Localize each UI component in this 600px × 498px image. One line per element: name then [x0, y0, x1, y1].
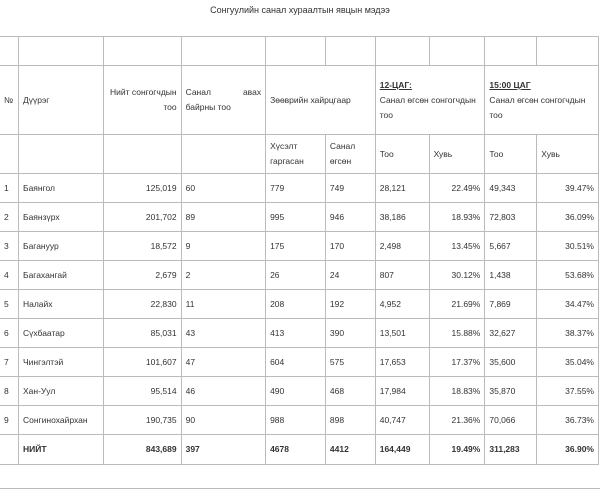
cell-stations: 43	[181, 319, 265, 348]
cell-district: Баянзүрх	[18, 203, 103, 232]
cell-count-12: 38,186	[375, 203, 429, 232]
cell-district: Налайх	[18, 290, 103, 319]
table-row	[0, 203, 599, 232]
cell-percent-12: 21.36%	[429, 406, 485, 435]
cell-no: 7	[0, 348, 18, 377]
cell-total-voters: 190,735	[103, 406, 181, 435]
cell-voted-mobile: 898	[325, 406, 375, 435]
header-district: Дүүрэг	[18, 66, 103, 135]
cell-total-voters: 95,514	[103, 377, 181, 406]
cell-voted-mobile: 4412	[325, 435, 375, 465]
header-percent-15: Хувь	[537, 135, 599, 174]
cell-no: 5	[0, 290, 18, 319]
cell-stations: 89	[181, 203, 265, 232]
header-time12	[375, 66, 485, 135]
cell-total-voters: 125,019	[103, 174, 181, 203]
cell-voted-mobile: 170	[325, 232, 375, 261]
cell-count-12: 17,984	[375, 377, 429, 406]
header-time15-label: 15:00 ЦАГ	[489, 79, 531, 90]
cell-total-voters: 101,607	[103, 348, 181, 377]
cell-stations: 9	[181, 232, 265, 261]
header-stations	[181, 66, 265, 135]
cell-stations: 60	[181, 174, 265, 203]
table-row	[0, 290, 599, 319]
cell-requested: 175	[266, 232, 326, 261]
table-row	[0, 232, 599, 261]
table-row	[0, 406, 599, 435]
cell-total-voters: 2,679	[103, 261, 181, 290]
cell-percent-15: 30.51%	[537, 232, 599, 261]
cell-percent-12: 21.69%	[429, 290, 485, 319]
page-title: Сонгуулийн санал хураалтын явцын мэдээ	[210, 5, 390, 15]
header-row-main	[0, 66, 599, 135]
cell-no: 2	[0, 203, 18, 232]
cell-voted-mobile: 468	[325, 377, 375, 406]
cell-total-voters: 843,689	[103, 435, 181, 465]
total-row	[0, 435, 599, 465]
spacer-row	[0, 37, 599, 66]
header-time12-label: 12-ЦАГ:	[379, 79, 412, 90]
cell-percent-15: 34.47%	[537, 290, 599, 319]
cell-requested: 988	[266, 406, 326, 435]
cell-count-15: 7,869	[485, 290, 537, 319]
cell-count-15: 32,627	[485, 319, 537, 348]
cell-total-voters: 201,702	[103, 203, 181, 232]
cell-percent-12: 18.93%	[429, 203, 485, 232]
header-voted-mobile: Санал өгсөн	[325, 135, 375, 174]
cell-voted-mobile: 946	[325, 203, 375, 232]
header-row-sub	[0, 135, 599, 174]
header-count-12: Тоо	[375, 135, 429, 174]
cell-stations: 2	[181, 261, 265, 290]
cell-stations: 47	[181, 348, 265, 377]
cell-count-15: 1,438	[485, 261, 537, 290]
header-requested: Хүсэлт гаргасан	[266, 135, 326, 174]
cell-count-12: 17,653	[375, 348, 429, 377]
cell-district: Багахангай	[18, 261, 103, 290]
cell-district: Багануур	[18, 232, 103, 261]
bottom-divider	[0, 488, 600, 489]
cell-percent-15: 38.37%	[537, 319, 599, 348]
header-stations-line2: байрны тоо	[185, 102, 231, 112]
cell-percent-15: 36.73%	[537, 406, 599, 435]
cell-stations: 11	[181, 290, 265, 319]
cell-voted-mobile: 24	[325, 261, 375, 290]
cell-requested: 604	[266, 348, 326, 377]
table-row	[0, 261, 599, 290]
cell-total-voters: 85,031	[103, 319, 181, 348]
cell-no: 4	[0, 261, 18, 290]
cell-stations: 90	[181, 406, 265, 435]
cell-requested: 995	[266, 203, 326, 232]
header-total-voters: Нийт сонгогчдын тоо	[103, 66, 181, 135]
cell-percent-12: 13.45%	[429, 232, 485, 261]
cell-stations: 46	[181, 377, 265, 406]
cell-count-15: 5,667	[485, 232, 537, 261]
cell-requested: 413	[266, 319, 326, 348]
cell-voted-mobile: 749	[325, 174, 375, 203]
cell-count-12: 28,121	[375, 174, 429, 203]
cell-count-12: 2,498	[375, 232, 429, 261]
cell-count-12: 807	[375, 261, 429, 290]
cell-percent-15: 53.68%	[537, 261, 599, 290]
cell-percent-12: 22.49%	[429, 174, 485, 203]
cell-district: Хан-Уул	[18, 377, 103, 406]
cell-no	[0, 435, 18, 465]
table-row	[0, 319, 599, 348]
header-no: №	[0, 66, 18, 135]
cell-count-12: 164,449	[375, 435, 429, 465]
cell-percent-12: 15.88%	[429, 319, 485, 348]
cell-percent-15: 35.04%	[537, 348, 599, 377]
cell-percent-15: 36.90%	[537, 435, 599, 465]
header-time15	[485, 66, 599, 135]
table-row	[0, 174, 599, 203]
header-time12-sub: Санал өгсөн сонгогчдын тоо	[379, 94, 476, 120]
cell-requested: 779	[266, 174, 326, 203]
cell-count-15: 72,803	[485, 203, 537, 232]
cell-district: Сонгинохайрхан	[18, 406, 103, 435]
cell-total-label: НИЙТ	[18, 435, 103, 465]
cell-percent-15: 37.55%	[537, 377, 599, 406]
cell-requested: 490	[266, 377, 326, 406]
cell-count-15: 49,343	[485, 174, 537, 203]
cell-no: 8	[0, 377, 18, 406]
table-row	[0, 348, 599, 377]
cell-count-15: 35,870	[485, 377, 537, 406]
cell-count-12: 40,747	[375, 406, 429, 435]
cell-count-12: 13,501	[375, 319, 429, 348]
header-stations-line1: Санал авах	[185, 87, 262, 97]
header-count-15: Тоо	[485, 135, 537, 174]
cell-total-voters: 22,830	[103, 290, 181, 319]
cell-no: 1	[0, 174, 18, 203]
cell-count-15: 311,283	[485, 435, 537, 465]
cell-voted-mobile: 192	[325, 290, 375, 319]
cell-voted-mobile: 575	[325, 348, 375, 377]
cell-no: 9	[0, 406, 18, 435]
cell-no: 3	[0, 232, 18, 261]
header-mobile-box: Зөөврийн хайрцгаар	[266, 66, 376, 135]
cell-percent-15: 39.47%	[537, 174, 599, 203]
cell-percent-12: 18.83%	[429, 377, 485, 406]
cell-requested: 208	[266, 290, 326, 319]
cell-count-12: 4,952	[375, 290, 429, 319]
table-row	[0, 377, 599, 406]
header-time15-sub: Санал өгсөн сонгогчдын тоо	[489, 94, 586, 120]
results-table	[0, 36, 599, 465]
cell-percent-15: 36.09%	[537, 203, 599, 232]
cell-percent-12: 30.12%	[429, 261, 485, 290]
cell-district: Чингэлтэй	[18, 348, 103, 377]
cell-percent-12: 19.49%	[429, 435, 485, 465]
cell-count-15: 70,066	[485, 406, 537, 435]
cell-percent-12: 17.37%	[429, 348, 485, 377]
cell-district: Сүхбаатар	[18, 319, 103, 348]
cell-district: Баянгол	[18, 174, 103, 203]
cell-requested: 4678	[266, 435, 326, 465]
cell-count-15: 35,600	[485, 348, 537, 377]
cell-voted-mobile: 390	[325, 319, 375, 348]
cell-no: 6	[0, 319, 18, 348]
cell-stations: 397	[181, 435, 265, 465]
header-percent-12: Хувь	[429, 135, 485, 174]
cell-requested: 26	[266, 261, 326, 290]
cell-total-voters: 18,572	[103, 232, 181, 261]
